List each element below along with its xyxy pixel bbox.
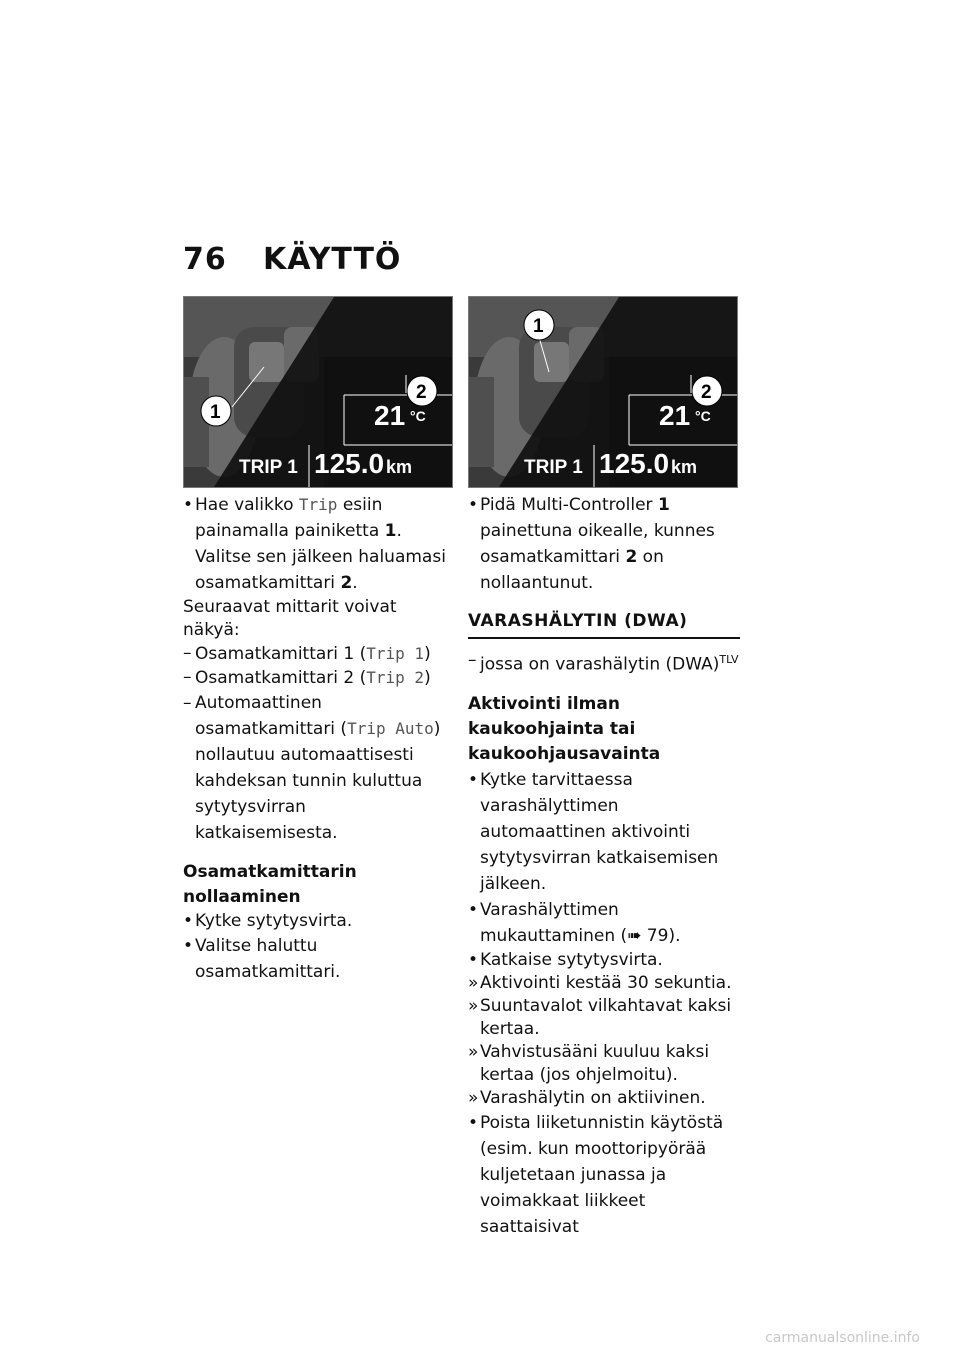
bullet-marker: • <box>468 495 479 515</box>
dash-marker: – <box>183 693 192 713</box>
result-marker: » <box>468 1087 479 1108</box>
bullet-marker: • <box>468 949 479 970</box>
intro-text: Seuraavat mittarit voivat näkyä: <box>183 597 397 640</box>
result-item: » Varashälytin on aktiivinen. <box>468 1087 706 1108</box>
callout-2: 2 <box>416 382 427 403</box>
trip-value: 125.0 <box>314 448 385 479</box>
subheading: Osamatkamittarin nollaaminen <box>183 862 357 907</box>
dash-item: – Osamatkamittari 2 (Trip 2) <box>183 667 431 688</box>
dash-marker: – <box>183 643 192 663</box>
bullet-marker: • <box>183 911 194 931</box>
trip-label: TRIP 1 <box>239 457 298 478</box>
bullet-marker: • <box>183 936 194 956</box>
callout-2: 2 <box>701 382 712 403</box>
trip-unit: km <box>671 457 698 477</box>
callout-1: 1 <box>533 316 544 337</box>
instruction-step: • Kytke sytytysvirta. <box>183 911 353 931</box>
result-item: » Vahvistusääni kuuluu kaksi kertaa (jos ohjelmoitu). <box>468 1041 710 1085</box>
instruction-step: • Valitse haluttu osamatkamittari. <box>183 933 453 985</box>
dash-item: – Osamatkamittari 1 (Trip 1) <box>183 643 431 664</box>
page-ref-arrow-icon: ➠ <box>627 925 642 946</box>
temperature-value: 21 <box>659 400 691 431</box>
instruction-step: • Katkaise sytytysvirta. <box>468 949 663 970</box>
instruction-step: • Pidä Multi-Controller 1 painettuna oikealle, kunnes osamatkamittari 2 on nollaantunut. <box>468 492 740 596</box>
left-column <box>183 492 453 985</box>
trip-label: TRIP 1 <box>524 457 583 478</box>
instruction-step: • Poista liiketunnistin käytöstä (esim. kun moottoripyörää kuljetetaan junassa ja voimakkaat liikkeet saattaisivat <box>468 1110 740 1240</box>
page-title: KÄYTTÖ <box>263 242 402 277</box>
page-header <box>183 242 401 277</box>
bullet-marker: • <box>468 769 479 790</box>
result-item: » Suuntavalot vilkahtavat kaksi kertaa. <box>468 995 732 1039</box>
callout-1: 1 <box>210 402 221 423</box>
instruction-step: • Kytke tarvittaessa varashälyttimen automaattinen aktivointi sytytysvirran katkaisemisen jälkeen. <box>468 767 740 897</box>
tlv-superscript: TLV <box>719 653 739 666</box>
result-item: » Aktivointi kestää 30 sekuntia. <box>468 972 732 993</box>
subheading: Aktivointi ilman kaukoohjainta tai kaukoohjausavainta <box>468 693 661 764</box>
dash-marker: – <box>183 667 192 687</box>
section-heading: VARASHÄLYTIN (DWA) <box>468 610 740 639</box>
dash-item: – Automaattinen osamatkamittari (Trip Auto) nollautuu automaattisesti kahdeksan tunnin kuluttua sytytysvirran katkaisemisesta. <box>183 690 453 846</box>
bullet-marker: • <box>468 899 479 920</box>
instruction-step: • Varashälyttimen mukauttaminen (➠ 79). <box>468 897 740 949</box>
dash-item: – jossa on varashälytin (DWA)$^{TLV}$ <box>468 647 740 678</box>
bullet-marker: • <box>183 495 194 515</box>
result-marker: » <box>468 1041 479 1062</box>
watermark-footer: carmanualsonline.info <box>765 1330 920 1346</box>
menu-code: Trip <box>298 495 338 514</box>
instruction-step: • Hae valikko Trip esiin painamalla painiketta 1. Valitse sen jälkeen haluamasi osamatkamittari 2. <box>183 492 453 596</box>
handlebar-figure-left <box>183 296 453 488</box>
temperature-unit: °C <box>695 408 711 424</box>
page-ref-number[interactable]: 79 <box>641 925 669 946</box>
temperature-unit: °C <box>410 408 426 424</box>
bullet-marker: • <box>468 1112 479 1133</box>
handlebar-figure-right <box>468 296 738 488</box>
trip-unit: km <box>386 457 413 477</box>
temperature-value: 21 <box>374 400 406 431</box>
page-number: 76 <box>183 242 227 277</box>
trip-value: 125.0 <box>599 448 670 479</box>
dash-marker: – <box>468 650 477 670</box>
right-column <box>468 492 740 1240</box>
result-marker: » <box>468 995 479 1016</box>
result-marker: » <box>468 972 479 993</box>
